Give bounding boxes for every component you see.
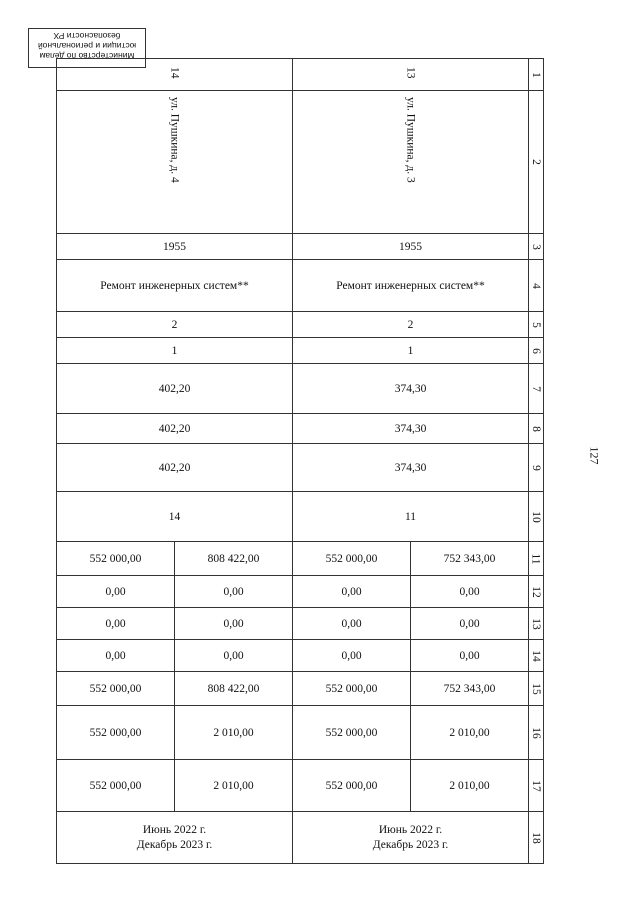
cell: 402,20 bbox=[57, 444, 293, 492]
period-end: Декабрь 2023 г. bbox=[372, 838, 449, 851]
table-row bbox=[57, 760, 544, 812]
cell: 1 bbox=[293, 338, 529, 364]
cell: 552 000,00 bbox=[57, 706, 175, 760]
stamp-line: юстиции и региональной bbox=[37, 41, 137, 51]
table-row bbox=[57, 608, 544, 640]
period-cell bbox=[293, 812, 529, 864]
cell: 374,30 bbox=[293, 364, 529, 414]
document-table bbox=[56, 58, 544, 864]
table-row bbox=[57, 492, 544, 542]
table-row bbox=[57, 444, 544, 492]
cell: 552 000,00 bbox=[57, 542, 175, 576]
cell: 402,20 bbox=[57, 414, 293, 444]
table-row bbox=[57, 706, 544, 760]
cell: 1955 bbox=[57, 234, 293, 260]
row-number: 16 bbox=[529, 706, 544, 760]
cell bbox=[293, 59, 529, 91]
row-number: 8 bbox=[529, 414, 544, 444]
row-number: 11 bbox=[529, 542, 544, 576]
cell: 552 000,00 bbox=[293, 672, 411, 706]
table-row bbox=[57, 234, 544, 260]
cell: 0,00 bbox=[293, 608, 411, 640]
address-text: ул. Пушкина, д. 3 bbox=[404, 97, 417, 183]
cell: 752 343,00 bbox=[411, 542, 529, 576]
cell: 1955 bbox=[293, 234, 529, 260]
cell: 0,00 bbox=[175, 576, 293, 608]
table-row bbox=[57, 338, 544, 364]
period-cell bbox=[57, 812, 293, 864]
cell: 552 000,00 bbox=[293, 760, 411, 812]
period-end: Декабрь 2023 г. bbox=[136, 838, 213, 851]
row-number: 4 bbox=[529, 260, 544, 312]
cell: 0,00 bbox=[57, 640, 175, 672]
cell: 0,00 bbox=[293, 576, 411, 608]
row-number: 15 bbox=[529, 672, 544, 706]
cell-text: 13 bbox=[404, 67, 417, 79]
cell: 0,00 bbox=[175, 640, 293, 672]
cell: 402,20 bbox=[57, 364, 293, 414]
row-number: 3 bbox=[529, 234, 544, 260]
cell-text: 14 bbox=[168, 67, 181, 79]
row-number: 12 bbox=[529, 576, 544, 608]
cell: 14 bbox=[57, 492, 293, 542]
cell: 752 343,00 bbox=[411, 672, 529, 706]
table-row bbox=[57, 91, 544, 234]
table-row bbox=[57, 812, 544, 864]
cell: 552 000,00 bbox=[293, 706, 411, 760]
cell bbox=[57, 59, 293, 91]
row-number: 10 bbox=[529, 492, 544, 542]
row-number: 5 bbox=[529, 312, 544, 338]
period-start: Июнь 2022 г. bbox=[378, 823, 443, 836]
cell: 2 010,00 bbox=[411, 760, 529, 812]
period-start: Июнь 2022 г. bbox=[142, 823, 207, 836]
cell: 1 bbox=[57, 338, 293, 364]
cell: 2 bbox=[293, 312, 529, 338]
cell: 11 bbox=[293, 492, 529, 542]
row-number: 18 bbox=[529, 812, 544, 864]
table-row bbox=[57, 672, 544, 706]
table-row bbox=[57, 640, 544, 672]
row-number: 9 bbox=[529, 444, 544, 492]
row-number: 17 bbox=[529, 760, 544, 812]
cell: 552 000,00 bbox=[57, 672, 175, 706]
page-number: 127 bbox=[587, 446, 602, 465]
address-cell bbox=[57, 91, 293, 234]
stamp-line: безопасности РХ bbox=[53, 31, 121, 41]
row-number: 6 bbox=[529, 338, 544, 364]
row-number: 13 bbox=[529, 608, 544, 640]
cell: 0,00 bbox=[293, 640, 411, 672]
cell: 0,00 bbox=[411, 576, 529, 608]
cell: 0,00 bbox=[57, 576, 175, 608]
table-row bbox=[57, 312, 544, 338]
table-row bbox=[57, 542, 544, 576]
cell: Ремонт инженерных систем** bbox=[293, 260, 529, 312]
cell: 552 000,00 bbox=[293, 542, 411, 576]
cell: 0,00 bbox=[175, 608, 293, 640]
row-number: 7 bbox=[529, 364, 544, 414]
cell: Ремонт инженерных систем** bbox=[57, 260, 293, 312]
cell: 374,30 bbox=[293, 444, 529, 492]
cell: 2 bbox=[57, 312, 293, 338]
cell: 2 010,00 bbox=[175, 760, 293, 812]
table-row bbox=[57, 59, 544, 91]
address-cell bbox=[293, 91, 529, 234]
cell: 2 010,00 bbox=[411, 706, 529, 760]
cell: 374,30 bbox=[293, 414, 529, 444]
table-row bbox=[57, 414, 544, 444]
table-row bbox=[57, 364, 544, 414]
cell: 808 422,00 bbox=[175, 672, 293, 706]
cell: 552 000,00 bbox=[57, 760, 175, 812]
cell: 0,00 bbox=[411, 640, 529, 672]
cell: 2 010,00 bbox=[175, 706, 293, 760]
cell: 0,00 bbox=[411, 608, 529, 640]
address-text: ул. Пушкина, д. 4 bbox=[168, 97, 181, 183]
row-number: 1 bbox=[529, 59, 544, 91]
row-number: 14 bbox=[529, 640, 544, 672]
row-number: 2 bbox=[529, 91, 544, 234]
table-row bbox=[57, 576, 544, 608]
stamp-line: Министерство по делам bbox=[39, 51, 135, 61]
table-row bbox=[57, 260, 544, 312]
cell: 0,00 bbox=[57, 608, 175, 640]
cell: 808 422,00 bbox=[175, 542, 293, 576]
